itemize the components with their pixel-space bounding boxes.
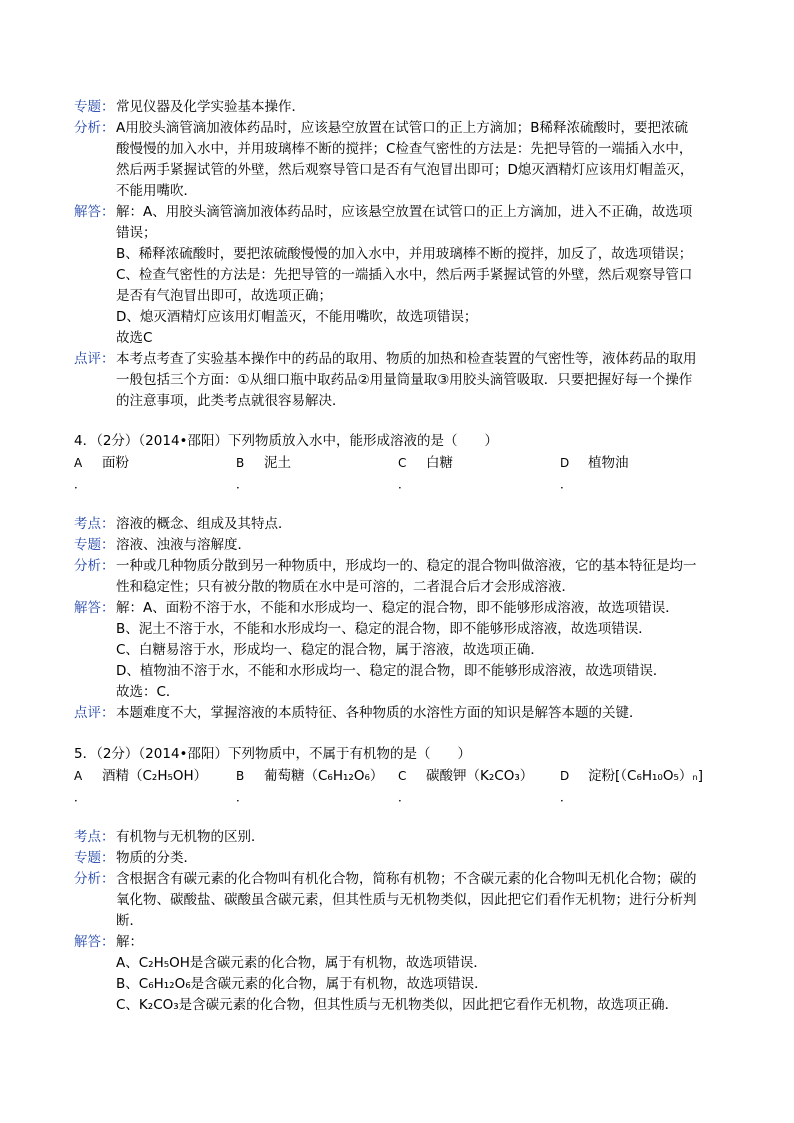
text-line: A、C₂H₅OH是含碳元素的化合物，属于有机物，故选项错误． bbox=[116, 955, 487, 971]
option-dot: ． bbox=[560, 477, 573, 491]
question-4-options bbox=[74, 453, 724, 495]
question-5-stem: 5．（2分）（2014•邵阳）下列物质中，不属于有机物的是（ ） bbox=[74, 746, 471, 762]
section-lines bbox=[116, 598, 724, 703]
label-fenxi: 分析： bbox=[74, 871, 115, 887]
option-dot: ． bbox=[560, 790, 573, 804]
text-line: B、C₆H₁₂O₆是含碳元素的化合物，属于有机物，故选项错误． bbox=[116, 976, 488, 992]
option-a bbox=[74, 453, 234, 495]
option-text: 碳酸钾（K₂CO₃） bbox=[426, 768, 534, 784]
text-line: 本考点考查了实验基本操作中的药品的取用、物质的加热和检查装置的气密性等，液体药品的取用 bbox=[116, 351, 697, 367]
question-5-options bbox=[74, 766, 724, 808]
text-line: 常见仪器及化学实验基本操作． bbox=[116, 99, 305, 115]
text-line: 解： bbox=[116, 934, 143, 950]
option-b bbox=[236, 766, 396, 808]
option-a bbox=[74, 766, 234, 808]
text-line: 解：A、用胶头滴管滴加液体药品时，应该悬空放置在试管口的正上方滴加，进入不正确，故选项 bbox=[116, 204, 693, 220]
block1-dianping bbox=[74, 349, 724, 412]
text-line: 解：A、面粉不溶于水，不能和水形成均一、稳定的混合物，即不能够形成溶液，故选项错误． bbox=[116, 600, 679, 616]
q4-jieda bbox=[74, 598, 724, 703]
label-zhuanti: 专题： bbox=[74, 99, 115, 115]
text-line: 一般包括三个方面：①从细口瓶中取药品②用量筒量取③用胶头滴管吸取．只要把握好每一个操作 bbox=[116, 372, 693, 388]
option-d bbox=[560, 766, 720, 808]
section-lines bbox=[116, 932, 724, 1016]
label-kaodian: 考点： bbox=[74, 829, 115, 845]
label-fenxi: 分析： bbox=[74, 558, 115, 574]
text-line: 物质的分类． bbox=[116, 850, 197, 866]
option-letter: C bbox=[398, 769, 407, 783]
text-line: B、稀释浓硫酸时，要把浓硫酸慢慢的加入水中，并用玻璃棒不断的搅拌，加反了，故选项错误； bbox=[116, 246, 693, 262]
text-line: 性和稳定性；只有被分散的物质在水中是可溶的，二者混合后才会形成溶液． bbox=[116, 579, 575, 595]
text-line: 不能用嘴吹． bbox=[116, 183, 197, 199]
option-text: 淀粉[（C₆H₁₀O₅）ₙ] bbox=[588, 768, 704, 784]
label-fenxi: 分析： bbox=[74, 120, 115, 136]
option-text: 酒精（C₂H₅OH） bbox=[102, 768, 208, 784]
option-d bbox=[560, 453, 720, 495]
option-letter: C bbox=[398, 456, 407, 470]
text-line: C、K₂CO₃是含碳元素的化合物，但其性质与无机物类似，因此把它看作无机物，故选项正确． bbox=[116, 997, 679, 1013]
option-dot: ． bbox=[74, 477, 87, 491]
option-letter: D bbox=[560, 769, 570, 783]
block1-zhuanti bbox=[74, 97, 724, 118]
question-4-stem: 4．（2分）（2014•邵阳）下列物质放入水中，能形成溶液的是（ ） bbox=[74, 433, 498, 449]
q4-zhuanti bbox=[74, 535, 724, 556]
q5-jieda bbox=[74, 932, 724, 1016]
section-lines bbox=[116, 703, 724, 724]
text-line: 故选：C． bbox=[116, 684, 180, 700]
text-line: 本题难度不大，掌握溶液的本质特征、各种物质的水溶性方面的知识是解答本题的关键． bbox=[116, 705, 643, 721]
section-lines bbox=[116, 514, 724, 535]
text-line: 故选C bbox=[116, 330, 153, 346]
section-lines bbox=[116, 535, 724, 556]
option-c bbox=[398, 453, 558, 495]
q4-dianping bbox=[74, 703, 724, 724]
label-zhuanti: 专题： bbox=[74, 537, 115, 553]
label-jieda: 解答： bbox=[74, 600, 115, 616]
text-line: B、泥土不溶于水，不能和水形成均一、稳定的混合物，即不能够形成溶液，故选项错误． bbox=[116, 621, 652, 637]
section-lines bbox=[116, 118, 724, 202]
text-line: C、检查气密性的方法是：先把导管的一端插入水中，然后两手紧握试管的外壁，然后观察导管口 bbox=[116, 267, 693, 283]
option-letter: A bbox=[74, 769, 83, 783]
option-letter: A bbox=[74, 456, 83, 470]
option-text: 白糖 bbox=[426, 455, 453, 471]
option-letter: B bbox=[236, 456, 245, 470]
block1-jieda bbox=[74, 202, 724, 349]
text-line: 有机物与无机物的区别． bbox=[116, 829, 265, 845]
section-lines bbox=[116, 848, 724, 869]
option-dot: ． bbox=[236, 477, 249, 491]
option-text: 面粉 bbox=[102, 455, 129, 471]
label-dianping: 点评： bbox=[74, 705, 115, 721]
text-line: D、植物油不溶于水，不能和水形成均一、稳定的混合物，即不能够形成溶液，故选项错误． bbox=[116, 663, 667, 679]
q5-zhuanti bbox=[74, 848, 724, 869]
q4-fenxi bbox=[74, 556, 724, 598]
label-jieda: 解答： bbox=[74, 204, 115, 220]
option-dot: ． bbox=[398, 477, 411, 491]
text-line: 溶液、浊液与溶解度． bbox=[116, 537, 251, 553]
text-line: 是否有气泡冒出即可，故选项正确； bbox=[116, 288, 332, 304]
option-text: 泥土 bbox=[264, 455, 291, 471]
option-dot: ． bbox=[74, 790, 87, 804]
label-zhuanti: 专题： bbox=[74, 850, 115, 866]
option-dot: ． bbox=[236, 790, 249, 804]
q5-fenxi bbox=[74, 869, 724, 932]
option-dot: ． bbox=[398, 790, 411, 804]
text-line: C、白糖易溶于水，形成均一、稳定的混合物，属于溶液，故选项正确． bbox=[116, 642, 544, 658]
option-b bbox=[236, 453, 396, 495]
text-line: 氧化物、碳酸盐、碳酸虽含碳元素，但其性质与无机物类似，因此把它们看作无机物；进行分析判 bbox=[116, 892, 697, 908]
label-kaodian: 考点： bbox=[74, 516, 115, 532]
text-line: 酸慢慢的加入水中，并用玻璃棒不断的搅拌；C检查气密性的方法是：先把导管的一端插入水中， bbox=[116, 141, 693, 157]
option-c bbox=[398, 766, 558, 808]
label-jieda: 解答： bbox=[74, 934, 115, 950]
option-text: 葡萄糖（C₆H₁₂O₆） bbox=[264, 768, 384, 784]
option-text: 植物油 bbox=[588, 455, 629, 471]
text-line: 溶液的概念、组成及其特点． bbox=[116, 516, 292, 532]
section-lines bbox=[116, 556, 724, 598]
text-line: 的注意事项，此类考点就很容易解决． bbox=[116, 393, 346, 409]
section-lines bbox=[116, 349, 724, 412]
text-line: 错误； bbox=[116, 225, 157, 241]
option-letter: B bbox=[236, 769, 245, 783]
block1-fenxi bbox=[74, 118, 724, 202]
text-line: 含根据含有碳元素的化合物叫有机化合物，简称有机物；不含碳元素的化合物叫无机化合物；碳的 bbox=[116, 871, 697, 887]
q4-kaodian bbox=[74, 514, 724, 535]
text-line: A用胶头滴管滴加液体药品时，应该悬空放置在试管口的正上方滴加；B稀释浓硫酸时，要把浓硫 bbox=[116, 120, 688, 136]
label-dianping: 点评： bbox=[74, 351, 115, 367]
text-line: 一种或几种物质分散到另一种物质中，形成均一的、稳定的混合物叫做溶液，它的基本特征是均一 bbox=[116, 558, 697, 574]
text-line: D、熄灭酒精灯应该用灯帽盖灭，不能用嘴吹，故选项错误； bbox=[116, 309, 478, 325]
text-line: 然后两手紧握试管的外壁，然后观察导管口是否有气泡冒出即可；D熄灭酒精灯应该用灯帽盖灭， bbox=[116, 162, 694, 178]
section-lines bbox=[116, 827, 724, 848]
section-lines bbox=[116, 202, 724, 349]
section-lines bbox=[116, 97, 724, 118]
text-line: 断． bbox=[116, 913, 143, 929]
section-lines bbox=[116, 869, 724, 932]
option-letter: D bbox=[560, 456, 570, 470]
q5-kaodian bbox=[74, 827, 724, 848]
